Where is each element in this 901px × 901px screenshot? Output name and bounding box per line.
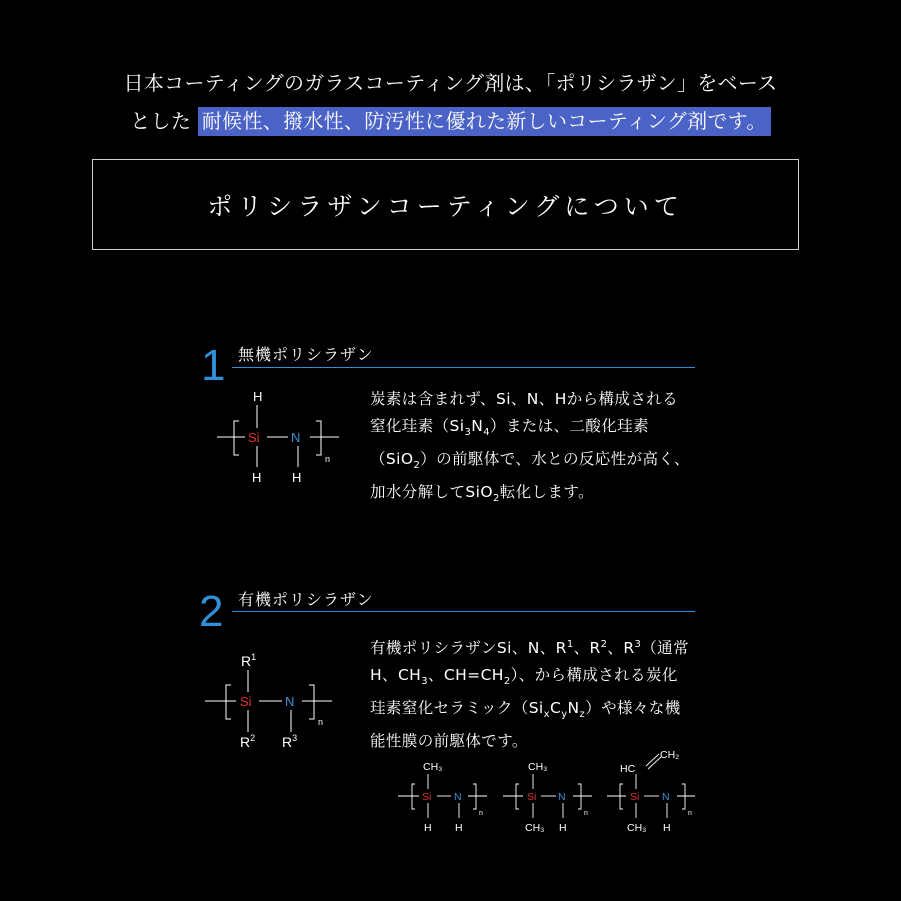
- desc1-line3: （SiO$_2$）の前駆体で、水との反応性が高く、: [370, 450, 690, 472]
- ex2-n-sub: n: [584, 810, 588, 817]
- r3-group: $R^3$: [282, 733, 298, 750]
- section-1-divider: [232, 367, 695, 368]
- ex2-bottom-n: H: [559, 822, 567, 834]
- inorganic-polysilazane-formula: [212, 385, 362, 490]
- intro-highlight: 耐候性、撥水性、防汚性に優れた新しいコーティング剤です。: [198, 107, 771, 136]
- organic-polysilazane-formula: [200, 645, 350, 755]
- repeat-n-organic: n: [318, 717, 324, 727]
- section-1-title: 無機ポリシラザン: [238, 345, 374, 364]
- section-2-number: 2: [199, 587, 224, 636]
- n-atom: N: [291, 430, 301, 445]
- page-title: ポリシラザンコーティングについて: [207, 191, 684, 221]
- ex1-bottom-n: H: [455, 822, 463, 834]
- section-2-title: 有機ポリシラザン: [238, 590, 374, 609]
- intro-text: [0, 64, 901, 140]
- section-title-box: [92, 159, 799, 250]
- ex3-si: Si: [630, 791, 640, 803]
- h-atom-bottom-si: H: [252, 470, 262, 485]
- ex2-bottom-si: CH₃: [525, 822, 545, 834]
- ex2-top: CH₃: [528, 761, 548, 773]
- intro-line-2-plain: とした: [130, 109, 192, 133]
- section-1-number: 1: [201, 341, 226, 390]
- si-atom-organic: Si: [240, 694, 252, 709]
- desc1-line1: 炭素は含まれず、Si、N、Hから構成される: [370, 390, 679, 408]
- example-structures: [395, 745, 725, 840]
- si-atom: Si: [248, 430, 260, 445]
- ex2-si: Si: [527, 791, 537, 803]
- desc1-line4: 加水分解してSiO$_2$転化します。: [370, 483, 594, 505]
- ex1-n-sub: n: [479, 810, 483, 817]
- section-1-description: [370, 386, 690, 512]
- desc1-line2: 窒化珪素$(Si_3N_4)$または、二酸化珪素: [370, 417, 649, 439]
- ex1-bottom-si: H: [424, 822, 432, 834]
- section-2-divider: [232, 611, 695, 612]
- ex1-si: Si: [422, 791, 432, 803]
- repeat-n: n: [325, 454, 331, 464]
- intro-line-2: [0, 102, 901, 140]
- desc2-line4: 能性膜の前駆体です。: [370, 732, 528, 751]
- h-atom-top: H: [253, 389, 263, 404]
- r1-group: $R^1$: [241, 652, 257, 669]
- ex3-top2: CH₂: [660, 749, 680, 761]
- desc2-line2: H、$CH_3$、$CH=CH_2$）、から構成される炭化: [370, 666, 678, 688]
- ex3-n: N: [662, 791, 670, 803]
- h-atom-bottom-n: H: [292, 470, 302, 485]
- ex2-n: N: [558, 791, 566, 803]
- ex1-n: N: [454, 791, 462, 803]
- n-atom-organic: N: [285, 694, 295, 709]
- r2-group: $R^2$: [240, 733, 256, 750]
- ex3-bottom-si: CH₃: [627, 822, 647, 834]
- desc2-line3: 珪素窒化セラミック$(Si_xC_yN_z)$や様々な機: [370, 699, 681, 721]
- ex3-bottom-n: H: [663, 822, 671, 834]
- ex1-top: CH₃: [423, 761, 443, 773]
- desc2-line1: 有機ポリシラザンSi、N、$R^1$、$R^2$、$R^3$（通常: [370, 639, 689, 658]
- section-2-description: [370, 631, 689, 755]
- intro-line-1: 日本コーティングのガラスコーティング剤は、「ポリシラザン」をベース: [123, 71, 778, 95]
- ex3-top: HC: [620, 763, 636, 775]
- ex3-n-sub: n: [688, 810, 692, 817]
